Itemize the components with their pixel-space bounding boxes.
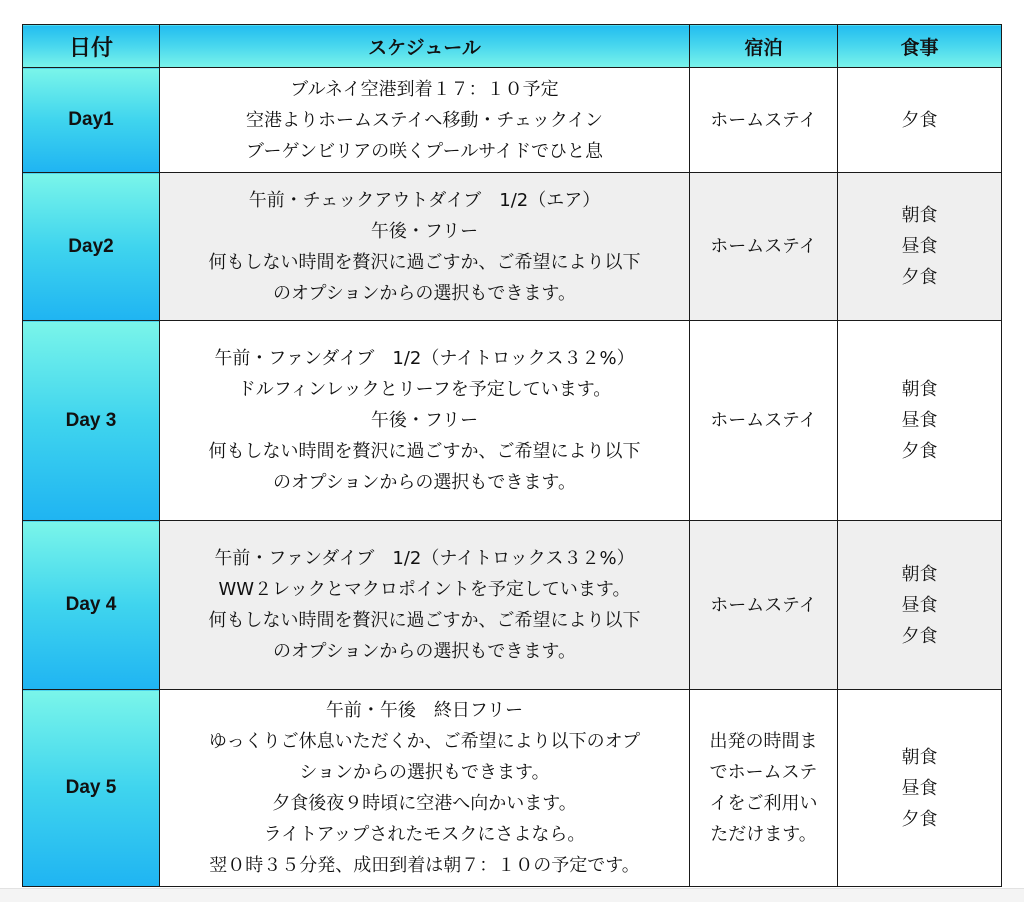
stay-line: 出発の時間ま bbox=[709, 731, 818, 752]
schedule-line: のオプションからの選択もできます。 bbox=[273, 472, 576, 493]
schedule-line: ブルネイ空港到着１７：１０予定 bbox=[290, 78, 559, 100]
schedule-cell bbox=[160, 690, 690, 887]
schedule-line: 夕食後夜９時頃に空港へ向かいます。 bbox=[272, 793, 577, 814]
meals-cell bbox=[838, 173, 1002, 321]
schedule-line: のオプションからの選択もできます。 bbox=[273, 282, 576, 304]
schedule-line: 何もしない時間を贅沢に過ごすか、ご希望により以下 bbox=[208, 441, 641, 462]
day-cell: Day 4 bbox=[23, 521, 160, 690]
day-cell: Day1 bbox=[23, 68, 160, 173]
day-cell: Day2 bbox=[23, 173, 160, 321]
meal-item: 昼食 bbox=[901, 777, 938, 799]
meal-item: 夕食 bbox=[901, 441, 938, 462]
stay-line: イをご利用い bbox=[709, 793, 818, 814]
header-schedule: スケジュール bbox=[160, 25, 690, 68]
meals-cell bbox=[838, 68, 1002, 173]
schedule-line: ゆっくりご休息いただくか、ご希望により以下のオプ bbox=[208, 731, 641, 752]
schedule-line: 午後・フリー bbox=[370, 410, 479, 431]
schedule-line: WW２レックとマクロポイントを予定しています。 bbox=[218, 579, 631, 600]
meal-item: 夕食 bbox=[901, 267, 938, 288]
meal-item: 朝食 bbox=[901, 379, 938, 400]
stay-cell bbox=[690, 690, 838, 887]
schedule-line: ブーゲンビリアの咲くプールサイドでひと息 bbox=[246, 140, 603, 162]
day-cell: Day 5 bbox=[23, 690, 160, 887]
meal-item: 夕食 bbox=[901, 109, 938, 131]
schedule-line: 午前・チェックアウトダイブ 1/2（エア） bbox=[248, 189, 601, 211]
header-meals: 食事 bbox=[838, 25, 1002, 68]
table-row bbox=[23, 521, 1002, 690]
schedule-line: ドルフィンレックとリーフを予定しています。 bbox=[237, 379, 612, 400]
header-date: 日付 bbox=[23, 25, 160, 68]
stay-cell: ホームステイ bbox=[690, 68, 838, 173]
schedule-line: のオプションからの選択もできます。 bbox=[273, 641, 576, 662]
stay-cell: ホームステイ bbox=[690, 173, 838, 321]
schedule-line: 翌０時３５分発、成田到着は朝７：１０の予定です。 bbox=[209, 855, 640, 876]
table-row bbox=[23, 68, 1002, 173]
schedule-line: 午前・午後 終日フリー bbox=[325, 700, 524, 721]
schedule-cell bbox=[160, 321, 690, 521]
schedule-line: 午前・ファンダイブ 1/2（ナイトロックス３２%） bbox=[214, 548, 635, 569]
meal-item: 朝食 bbox=[901, 746, 938, 768]
stay-cell: ホームステイ bbox=[690, 321, 838, 521]
schedule-line: 午後・フリー bbox=[370, 220, 479, 242]
day-cell: Day 3 bbox=[23, 321, 160, 521]
schedule-line: 午前・ファンダイブ 1/2（ナイトロックス３２%） bbox=[214, 348, 635, 369]
table-row bbox=[23, 321, 1002, 521]
page-bottom-strip bbox=[0, 888, 1024, 902]
schedule-cell bbox=[160, 68, 690, 173]
schedule-line: 何もしない時間を贅沢に過ごすか、ご希望により以下 bbox=[208, 610, 641, 631]
stay-line: でホームステ bbox=[709, 762, 818, 783]
meal-item: 朝食 bbox=[901, 563, 938, 585]
itinerary-container bbox=[22, 24, 1002, 887]
meal-item: 夕食 bbox=[901, 625, 938, 647]
meal-item: 朝食 bbox=[901, 205, 938, 226]
itinerary-table bbox=[22, 24, 1002, 887]
table-row bbox=[23, 690, 1002, 887]
schedule-line: ションからの選択もできます。 bbox=[299, 762, 550, 783]
stay-cell: ホームステイ bbox=[690, 521, 838, 690]
meal-item: 昼食 bbox=[901, 594, 938, 616]
meal-item: 昼食 bbox=[901, 410, 938, 431]
meal-item: 夕食 bbox=[901, 808, 938, 830]
table-row bbox=[23, 173, 1002, 321]
meals-cell bbox=[838, 521, 1002, 690]
schedule-cell bbox=[160, 173, 690, 321]
schedule-line: ライトアップされたモスクにさよなら。 bbox=[263, 824, 586, 845]
schedule-line: 空港よりホームステイへ移動・チェックイン bbox=[246, 109, 603, 131]
meals-cell bbox=[838, 690, 1002, 887]
header-row bbox=[23, 25, 1002, 68]
schedule-cell bbox=[160, 521, 690, 690]
header-stay: 宿泊 bbox=[690, 25, 838, 68]
meal-item: 昼食 bbox=[901, 236, 938, 257]
schedule-line: 何もしない時間を贅沢に過ごすか、ご希望により以下 bbox=[208, 251, 641, 273]
stay-line: ただけます。 bbox=[710, 824, 817, 845]
meals-cell bbox=[838, 321, 1002, 521]
